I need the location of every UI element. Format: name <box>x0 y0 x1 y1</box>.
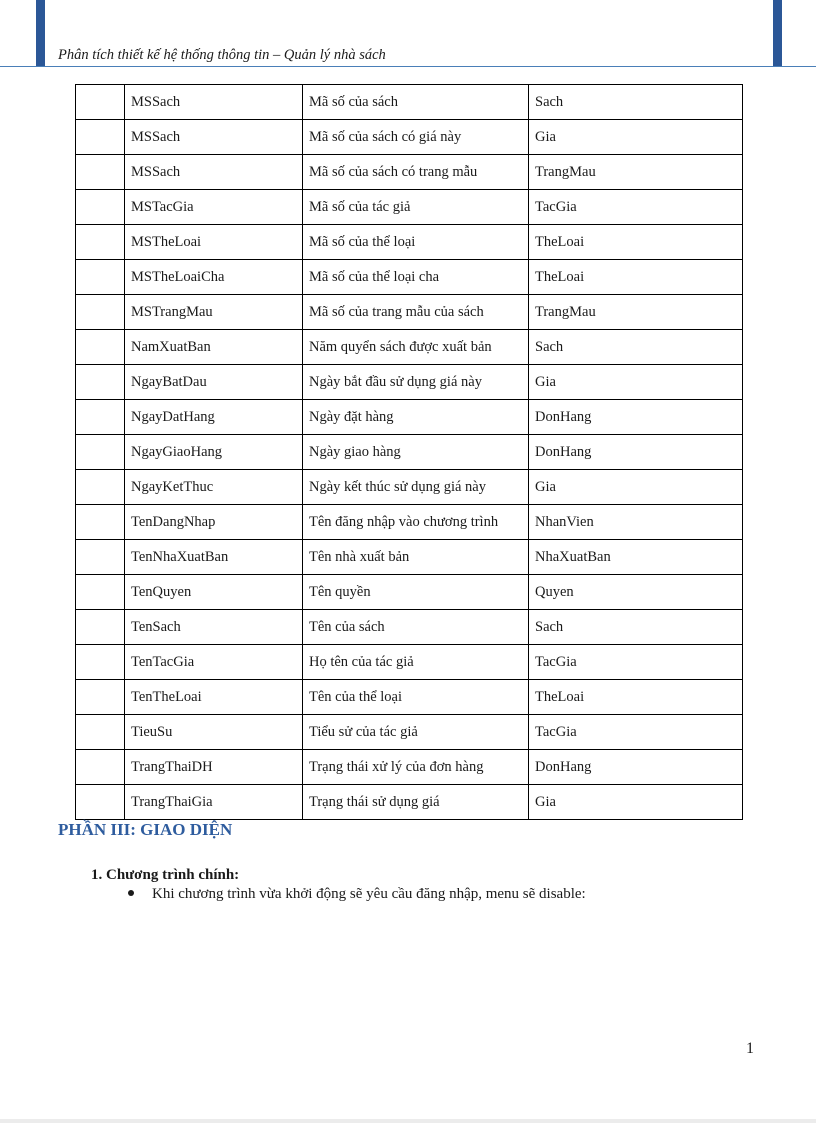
field-name-cell: TenDangNhap <box>125 505 303 540</box>
table-row <box>76 260 743 295</box>
table-row <box>76 505 743 540</box>
description-cell: Tên của thể loại <box>303 680 529 715</box>
field-name-cell: MSTheLoai <box>125 225 303 260</box>
row-number-cell <box>76 470 125 505</box>
row-number-cell <box>76 365 125 400</box>
row-number-cell <box>76 400 125 435</box>
field-name-cell: NamXuatBan <box>125 330 303 365</box>
table-name-cell: TrangMau <box>529 155 743 190</box>
table-row <box>76 715 743 750</box>
table-name-cell: Gia <box>529 120 743 155</box>
section-title: PHẦN III: GIAO DIỆN <box>58 820 233 839</box>
header-accent-bar-left <box>36 0 45 66</box>
description-cell: Mã số của sách có trang mẫu <box>303 155 529 190</box>
table-row <box>76 785 743 820</box>
row-number-cell <box>76 540 125 575</box>
row-number-cell <box>76 225 125 260</box>
table-row <box>76 400 743 435</box>
field-name-cell: TenQuyen <box>125 575 303 610</box>
field-name-cell: TenTheLoai <box>125 680 303 715</box>
table-name-cell: NhanVien <box>529 505 743 540</box>
row-number-cell <box>76 435 125 470</box>
row-number-cell <box>76 155 125 190</box>
table-row <box>76 330 743 365</box>
bullet-text: Khi chương trình vừa khởi động sẽ yêu cầu đăng nhập, menu sẽ disable: <box>152 886 586 902</box>
table-row <box>76 540 743 575</box>
row-number-cell <box>76 680 125 715</box>
row-number-cell <box>76 505 125 540</box>
row-number-cell <box>76 295 125 330</box>
table-row <box>76 365 743 400</box>
description-cell: Mã số của thể loại cha <box>303 260 529 295</box>
row-number-cell <box>76 785 125 820</box>
field-name-cell: TenNhaXuatBan <box>125 540 303 575</box>
description-cell: Mã số của tác giả <box>303 190 529 225</box>
description-cell: Tiểu sử của tác giả <box>303 715 529 750</box>
description-cell: Tên quyền <box>303 575 529 610</box>
table-name-cell: TacGia <box>529 645 743 680</box>
row-number-cell <box>76 575 125 610</box>
field-name-cell: TenSach <box>125 610 303 645</box>
description-cell: Ngày bắt đầu sử dụng giá này <box>303 365 529 400</box>
page-bottom-edge <box>0 1119 816 1123</box>
table-row <box>76 85 743 120</box>
table-name-cell: Sach <box>529 85 743 120</box>
description-cell: Trạng thái sử dụng giá <box>303 785 529 820</box>
field-name-cell: NgayBatDau <box>125 365 303 400</box>
table-name-cell: Gia <box>529 470 743 505</box>
table-name-cell: TheLoai <box>529 680 743 715</box>
description-cell: Mã số của sách <box>303 85 529 120</box>
description-cell: Trạng thái xử lý của đơn hàng <box>303 750 529 785</box>
table-name-cell: TacGia <box>529 715 743 750</box>
description-cell: Tên nhà xuất bản <box>303 540 529 575</box>
table-name-cell: Quyen <box>529 575 743 610</box>
description-cell: Mã số của trang mẫu của sách <box>303 295 529 330</box>
table-row <box>76 155 743 190</box>
table-name-cell: DonHang <box>529 400 743 435</box>
row-number-cell <box>76 750 125 785</box>
description-cell: Ngày kết thúc sử dụng giá này <box>303 470 529 505</box>
description-cell: Tên của sách <box>303 610 529 645</box>
description-cell: Mã số của thể loại <box>303 225 529 260</box>
field-name-cell: MSTheLoaiCha <box>125 260 303 295</box>
field-name-cell: NgayDatHang <box>125 400 303 435</box>
row-number-cell <box>76 715 125 750</box>
row-number-cell <box>76 190 125 225</box>
field-name-cell: TrangThaiDH <box>125 750 303 785</box>
table-name-cell: DonHang <box>529 750 743 785</box>
row-number-cell <box>76 645 125 680</box>
running-header-title: Phân tích thiết kế hệ thống thông tin – Quản lý nhà sách <box>58 47 386 63</box>
table-name-cell: Gia <box>529 365 743 400</box>
table-body <box>76 85 743 820</box>
table-row <box>76 575 743 610</box>
table-row <box>76 295 743 330</box>
field-name-cell: TieuSu <box>125 715 303 750</box>
table-name-cell: DonHang <box>529 435 743 470</box>
bullet-icon <box>128 890 134 896</box>
table-row <box>76 680 743 715</box>
table-name-cell: Sach <box>529 330 743 365</box>
subsection-title: 1. Chương trình chính: <box>91 867 240 883</box>
page-number: 1 <box>746 1040 754 1057</box>
table-row <box>76 470 743 505</box>
table-name-cell: TacGia <box>529 190 743 225</box>
field-name-cell: MSSach <box>125 120 303 155</box>
table-row <box>76 750 743 785</box>
field-dictionary-table <box>75 84 743 820</box>
table-name-cell: NhaXuatBan <box>529 540 743 575</box>
field-name-cell: MSSach <box>125 85 303 120</box>
table-name-cell: Gia <box>529 785 743 820</box>
header-accent-bar-right <box>773 0 782 66</box>
table-row <box>76 610 743 645</box>
field-name-cell: MSTacGia <box>125 190 303 225</box>
table-row <box>76 435 743 470</box>
bullet-item <box>128 886 586 903</box>
table-name-cell: TheLoai <box>529 260 743 295</box>
description-cell: Tên đăng nhập vào chương trình <box>303 505 529 540</box>
table-row <box>76 190 743 225</box>
row-number-cell <box>76 330 125 365</box>
row-number-cell <box>76 120 125 155</box>
table-row <box>76 225 743 260</box>
field-name-cell: TenTacGia <box>125 645 303 680</box>
row-number-cell <box>76 610 125 645</box>
row-number-cell <box>76 260 125 295</box>
field-name-cell: MSTrangMau <box>125 295 303 330</box>
table-name-cell: TrangMau <box>529 295 743 330</box>
table-name-cell: TheLoai <box>529 225 743 260</box>
description-cell: Họ tên của tác giả <box>303 645 529 680</box>
field-name-cell: TrangThaiGia <box>125 785 303 820</box>
header-divider <box>0 66 816 67</box>
table-row <box>76 645 743 680</box>
description-cell: Ngày đặt hàng <box>303 400 529 435</box>
description-cell: Ngày giao hàng <box>303 435 529 470</box>
table-name-cell: Sach <box>529 610 743 645</box>
description-cell: Mã số của sách có giá này <box>303 120 529 155</box>
row-number-cell <box>76 85 125 120</box>
field-name-cell: MSSach <box>125 155 303 190</box>
table-row <box>76 120 743 155</box>
field-name-cell: NgayGiaoHang <box>125 435 303 470</box>
field-name-cell: NgayKetThuc <box>125 470 303 505</box>
description-cell: Năm quyển sách được xuất bản <box>303 330 529 365</box>
